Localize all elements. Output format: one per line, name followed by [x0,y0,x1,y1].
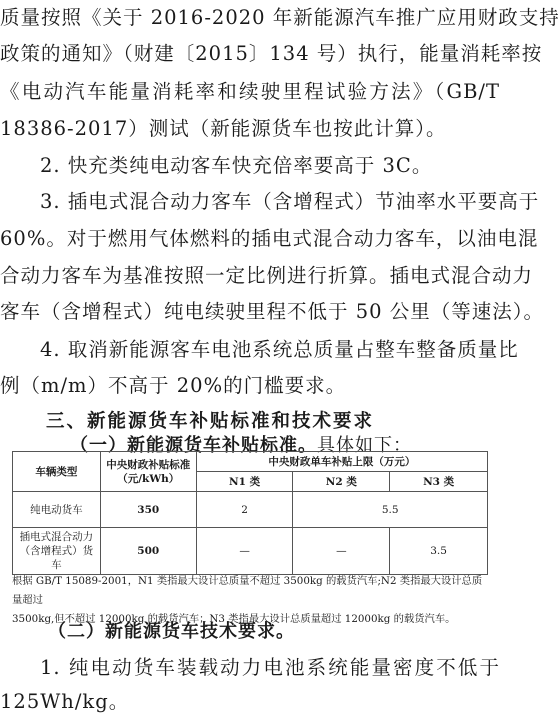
subsection-heading: （二）新能源货车技术要求。 [48,621,295,642]
row-vehicle-type: 纯电动货车 [13,492,101,528]
header-n2: N2 类 [293,472,390,492]
paragraph-line: 125Wh/kg。 [0,690,130,713]
row-subsidy-standard: 350 [100,492,196,528]
row-n1-cap: 2 [196,492,293,528]
row-n2-cap: — [293,528,390,575]
header-vehicle-type: 车辆类型 [13,452,101,492]
paragraph-line: 客车（含增程式）纯电续驶里程不低于 50 公里（等速法）。 [0,300,544,323]
section-heading: 三、新能源货车补贴标准和技术要求 [46,411,375,432]
header-subsidy-standard: 中央财政补贴标准（元/kWh） [100,452,196,492]
paragraph-line: 《电动汽车能量消耗率和续驶里程试验方法》（GB/T [0,80,500,103]
header-subsidy-cap: 中央财政单车补贴上限（万元） [196,452,487,472]
row-n1-cap: — [196,528,293,575]
header-n1: N1 类 [196,472,293,492]
paragraph-line: 合动力客车为基准按照一定比例进行折算。插电式混合动力 [0,264,534,287]
paragraph-line: 3. 插电式混合动力客车（含增程式）节油率水平要高于 [40,190,540,213]
footnote-line: 根据 GB/T 15089-2001，N1 类指最大设计总质量不超过 3500kg 的载货汽车;N2 类指最大设计总质量超过 [12,575,483,606]
paragraph-line: 政策的通知》（财建〔2015〕134 号）执行，能量消耗率按 [0,42,543,65]
paragraph-line: 质量按照《关于 2016-2020 年新能源汽车推广应用财政支持 [0,6,560,29]
paragraph-line: 4. 取消新能源客车电池系统总质量占整车整备质量比 [40,338,519,361]
footnote-line: 3500kg,但不超过 12000kg 的载货汽车；N3 类指最大设计总质量超过 12000kg 的载货汽车。 [12,613,456,625]
paragraph-line: 2. 快充类纯电动客车快充倍率要高于 3C。 [40,154,433,177]
paragraph-line: 60%。对于燃用气体燃料的插电式混合动力客车，以油电混 [0,227,539,250]
subsidy-table [12,451,488,575]
subsection-heading-bold: （一）新能源货车补贴标准。 [70,435,317,456]
paragraph-line: 例（m/m）不高于 20%的门槛要求。 [0,374,347,397]
row-n2-n3-cap: 5.5 [293,492,488,528]
subsection-heading-rest: 具体如下： [317,435,412,456]
row-vehicle-type: 插电式混合动力（含增程式）货车 [13,528,101,575]
paragraph-line: 1. 纯电动货车装载动力电池系统能量密度不低于 [40,656,500,679]
paragraph-line: 18386-2017）测试（新能源货车也按此计算）。 [0,117,447,140]
row-n3-cap: 3.5 [390,528,488,575]
row-subsidy-standard: 500 [100,528,196,575]
header-n3: N3 类 [390,472,488,492]
